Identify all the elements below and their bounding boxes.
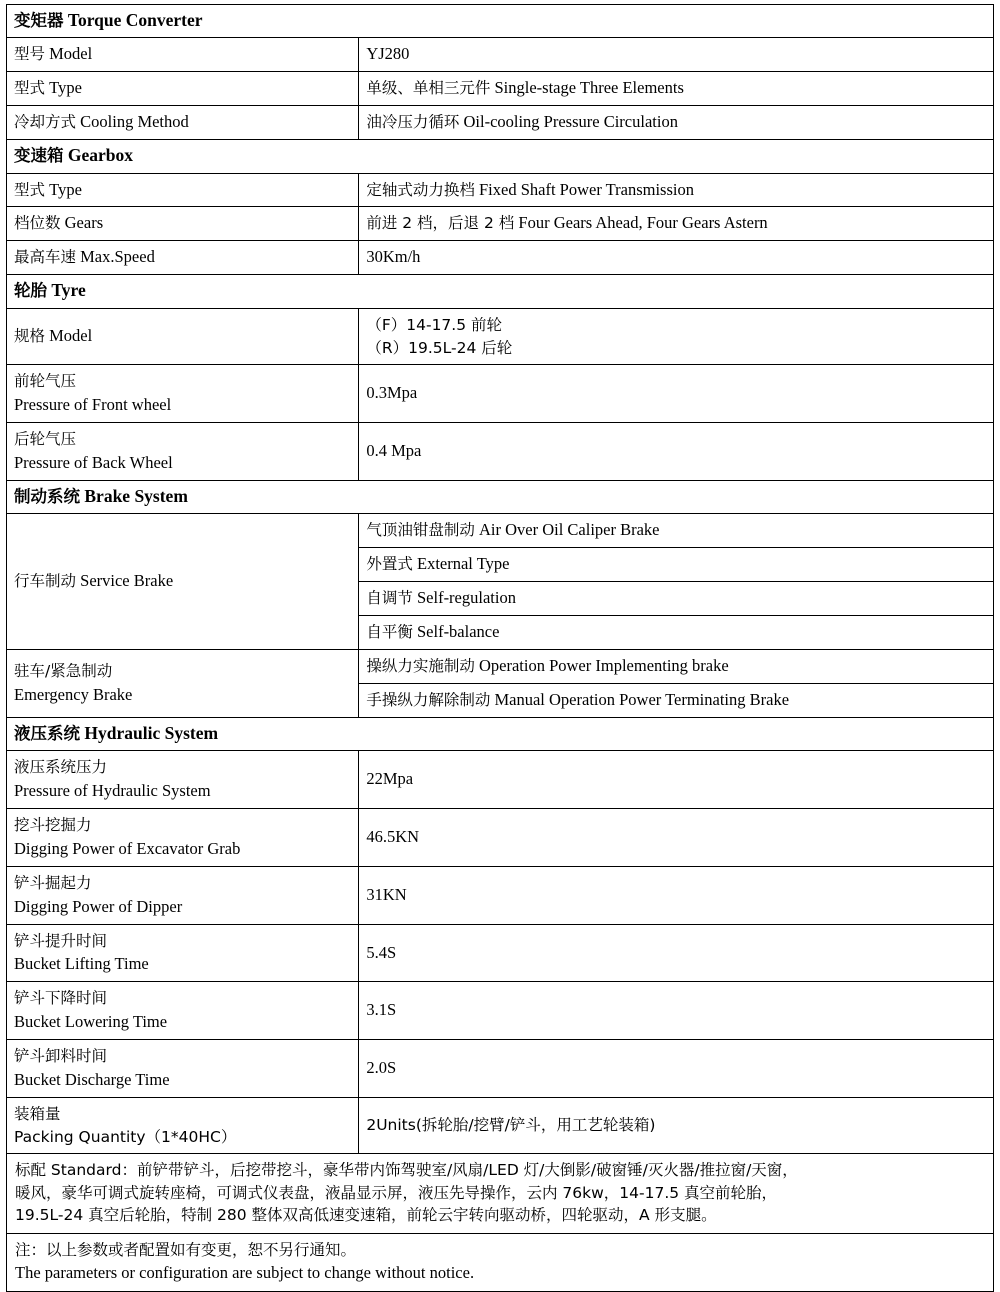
row-value-cn: 油冷压力循环 (366, 113, 460, 132)
section-heading-en: Torque Converter (67, 10, 203, 30)
section-header-cell (7, 5, 994, 38)
footer-note-row (7, 1233, 994, 1291)
section-heading-en: Brake System (84, 485, 188, 506)
table-row (7, 38, 994, 72)
row-value-en: Self-balance (416, 621, 500, 641)
row-label-en: Digging Power of Dipper (14, 896, 183, 916)
row-label (7, 422, 359, 480)
row-label (7, 924, 359, 982)
section-header-tyre (7, 275, 994, 308)
row-value-en: 2.0S (366, 1058, 397, 1078)
row-label-cn: 型式 (14, 180, 46, 199)
row-value (359, 241, 994, 275)
row-value-line-1: （F）14-17.5 前轮 (366, 315, 503, 334)
row-label (7, 1040, 359, 1098)
row-label-en: Model (49, 44, 93, 64)
row-label-en: Type (49, 179, 82, 199)
row-value (359, 649, 994, 683)
table-row (7, 241, 994, 275)
row-label-cn: 冷却方式 (14, 113, 77, 132)
row-value (359, 72, 994, 106)
row-label-cn: 铲斗掘起力 (14, 873, 92, 892)
section-heading-en: Tyre (51, 280, 86, 301)
row-value (359, 982, 994, 1040)
standard-line-1: 标配 Standard：前铲带铲斗，后挖带挖斗，豪华带内饰驾驶室/风扇/LED 灯/大倒影/破窗锤/灭火器/推拉窗/天窗， (15, 1161, 798, 1180)
disclaimer-en: The parameters or configuration are subject to change without notice. (15, 1263, 475, 1283)
row-label-cn: 后轮气压 (14, 429, 77, 448)
table-row (7, 365, 994, 423)
row-value (359, 365, 994, 423)
row-value-cn: 自平衡 (366, 622, 413, 641)
row-value-cn: 气顶油钳盘制动 (366, 521, 475, 540)
row-value-cn: 单级、单相三元件 (366, 79, 491, 98)
row-value (359, 683, 994, 717)
row-label-en: Type (49, 78, 82, 98)
row-label-emergency-brake (7, 649, 359, 717)
row-value (359, 924, 994, 982)
row-value-en: External Type (416, 554, 510, 574)
row-value (359, 751, 994, 809)
standard-configuration-note (7, 1154, 994, 1233)
section-header-torque-converter (7, 5, 994, 38)
row-value (359, 106, 994, 140)
row-label-en: Max.Speed (80, 247, 155, 267)
row-label-cn: 铲斗下降时间 (14, 989, 108, 1008)
table-row (7, 866, 994, 924)
row-label (7, 365, 359, 423)
row-label-en: Pressure of Front wheel (14, 394, 172, 414)
row-label-en: Gears (64, 213, 104, 233)
row-value (359, 808, 994, 866)
row-value-cn: 自调节 (366, 588, 413, 607)
row-value (359, 514, 994, 548)
row-value (359, 308, 994, 364)
row-label-en: Pressure of Back Wheel (14, 452, 173, 472)
row-value-en: Four Gears Ahead, Four Gears Astern (518, 213, 768, 233)
table-row (7, 751, 994, 809)
row-label (7, 72, 359, 106)
row-value (359, 38, 994, 72)
section-header-cell (7, 275, 994, 308)
section-header-hydraulic-system (7, 717, 994, 750)
row-label-service-brake (7, 514, 359, 650)
table-row (7, 808, 994, 866)
row-value-en: 22Mpa (366, 768, 414, 788)
row-label (7, 207, 359, 241)
row-label-en: Digging Power of Excavator Grab (14, 838, 241, 858)
row-value-en: 46.5KN (366, 826, 420, 846)
row-value (359, 615, 994, 649)
row-label-cn: 档位数 (14, 214, 61, 233)
section-header-brake-system (7, 480, 994, 513)
row-label (7, 241, 359, 275)
row-label-cn: 最高车速 (14, 248, 77, 267)
row-label (7, 308, 359, 364)
row-value (359, 548, 994, 582)
row-value-cn: 手操纵力解除制动 (366, 690, 491, 709)
section-heading-cn: 轮胎 (14, 281, 47, 301)
row-value-en: 0.4 Mpa (366, 440, 422, 460)
row-label-en: Model (49, 325, 93, 345)
table-row (7, 1098, 994, 1154)
section-header-cell (7, 480, 994, 513)
table-row (7, 1040, 994, 1098)
row-value-en: 5.4S (366, 942, 397, 962)
row-value-cn: 操纵力实施制动 (366, 656, 475, 675)
table-row (7, 514, 994, 548)
row-label-cn: 规格 (14, 326, 46, 345)
section-header-cell (7, 717, 994, 750)
row-value-en: 3.1S (366, 1000, 397, 1020)
row-value-en: Fixed Shaft Power Transmission (478, 179, 694, 199)
row-value-en: Single-stage Three Elements (494, 78, 684, 98)
row-label-cn: 行车制动 (14, 571, 77, 590)
row-label-cn: 铲斗提升时间 (14, 931, 108, 950)
row-value-en: 31KN (366, 884, 407, 904)
section-heading-cn: 变速箱 (14, 146, 64, 166)
row-value-en: YJ280 (366, 44, 410, 64)
row-label (7, 1098, 359, 1154)
section-header-cell (7, 140, 994, 173)
row-label-cn: 型号 (14, 45, 46, 64)
row-value-cn: 前进 2 档，后退 2 档 (366, 214, 515, 233)
row-value (359, 1098, 994, 1154)
table-row (7, 72, 994, 106)
row-label-en: Packing Quantity（1*40HC） (14, 1128, 237, 1146)
row-label-cn: 铲斗卸料时间 (14, 1047, 108, 1066)
row-label (7, 106, 359, 140)
table-row (7, 173, 994, 207)
table-row (7, 308, 994, 364)
section-heading-en: Hydraulic System (84, 722, 219, 743)
row-label-en: Bucket Lowering Time (14, 1012, 168, 1032)
row-value-line-2: （R）19.5L-24 后轮 (366, 338, 513, 357)
row-value-en: Air Over Oil Caliper Brake (478, 520, 660, 540)
section-heading-cn: 制动系统 (14, 486, 80, 506)
table-row (7, 106, 994, 140)
row-label-cn: 挖斗挖掘力 (14, 815, 92, 834)
row-label-en: Service Brake (80, 570, 174, 590)
row-value-en: 2Units(拆轮胎/挖臂/铲斗，用工艺轮装箱) (366, 1116, 656, 1135)
row-label-cn: 型式 (14, 79, 46, 98)
row-value-en: Oil-cooling Pressure Circulation (463, 112, 678, 132)
row-label (7, 808, 359, 866)
row-value (359, 1040, 994, 1098)
row-label (7, 982, 359, 1040)
row-label (7, 751, 359, 809)
row-value (359, 173, 994, 207)
row-label-en: Bucket Lifting Time (14, 954, 149, 974)
section-heading-cn: 变矩器 (14, 11, 64, 30)
row-label-en: Bucket Discharge Time (14, 1070, 170, 1090)
table-row (7, 207, 994, 241)
row-value (359, 581, 994, 615)
row-value-en: 30Km/h (366, 247, 421, 267)
row-value (359, 866, 994, 924)
row-value (359, 207, 994, 241)
row-value-cn: 外置式 (366, 555, 413, 574)
section-heading-cn: 液压系统 (14, 723, 80, 743)
row-value-en: Self-regulation (416, 587, 516, 607)
row-label (7, 173, 359, 207)
standard-line-2: 暖风，豪华可调式旋转座椅，可调式仪表盘，液晶显示屏，液压先导操作，云内 76kw，14-17.5 真空前轮胎， (15, 1183, 778, 1202)
row-value-en: Operation Power Implementing brake (478, 655, 729, 675)
disclaimer-cn: 注：以上参数或者配置如有变更，恕不另行通知。 (15, 1240, 357, 1259)
row-label-cn: 前轮气压 (14, 372, 77, 391)
section-header-gearbox (7, 140, 994, 173)
table-row (7, 924, 994, 982)
disclaimer-note (7, 1233, 994, 1291)
row-label-cn: 装箱量 (14, 1105, 61, 1124)
row-label-cn: 驻车/紧急制动 (14, 661, 113, 680)
row-label-en: Emergency Brake (14, 684, 133, 704)
row-label-en: Pressure of Hydraulic System (14, 780, 211, 800)
row-value-en: 0.3Mpa (366, 383, 418, 402)
row-label-cn: 液压系统压力 (14, 758, 108, 777)
row-label-en: Cooling Method (80, 112, 189, 132)
specification-table (6, 4, 994, 1292)
row-value-cn: 定轴式动力换档 (366, 180, 475, 199)
section-heading-en: Gearbox (67, 145, 134, 166)
row-value-en: Manual Operation Power Terminating Brake (494, 689, 790, 709)
table-row (7, 422, 994, 480)
standard-line-3: 19.5L-24 真空后轮胎，特制 280 整体双高低速变速箱，前轮云宇转向驱动桥，四轮驱动，A 形支腿。 (15, 1206, 717, 1225)
row-value (359, 422, 994, 480)
footer-standard-row (7, 1154, 994, 1233)
row-label (7, 38, 359, 72)
table-row (7, 982, 994, 1040)
table-row (7, 649, 994, 683)
row-label (7, 866, 359, 924)
